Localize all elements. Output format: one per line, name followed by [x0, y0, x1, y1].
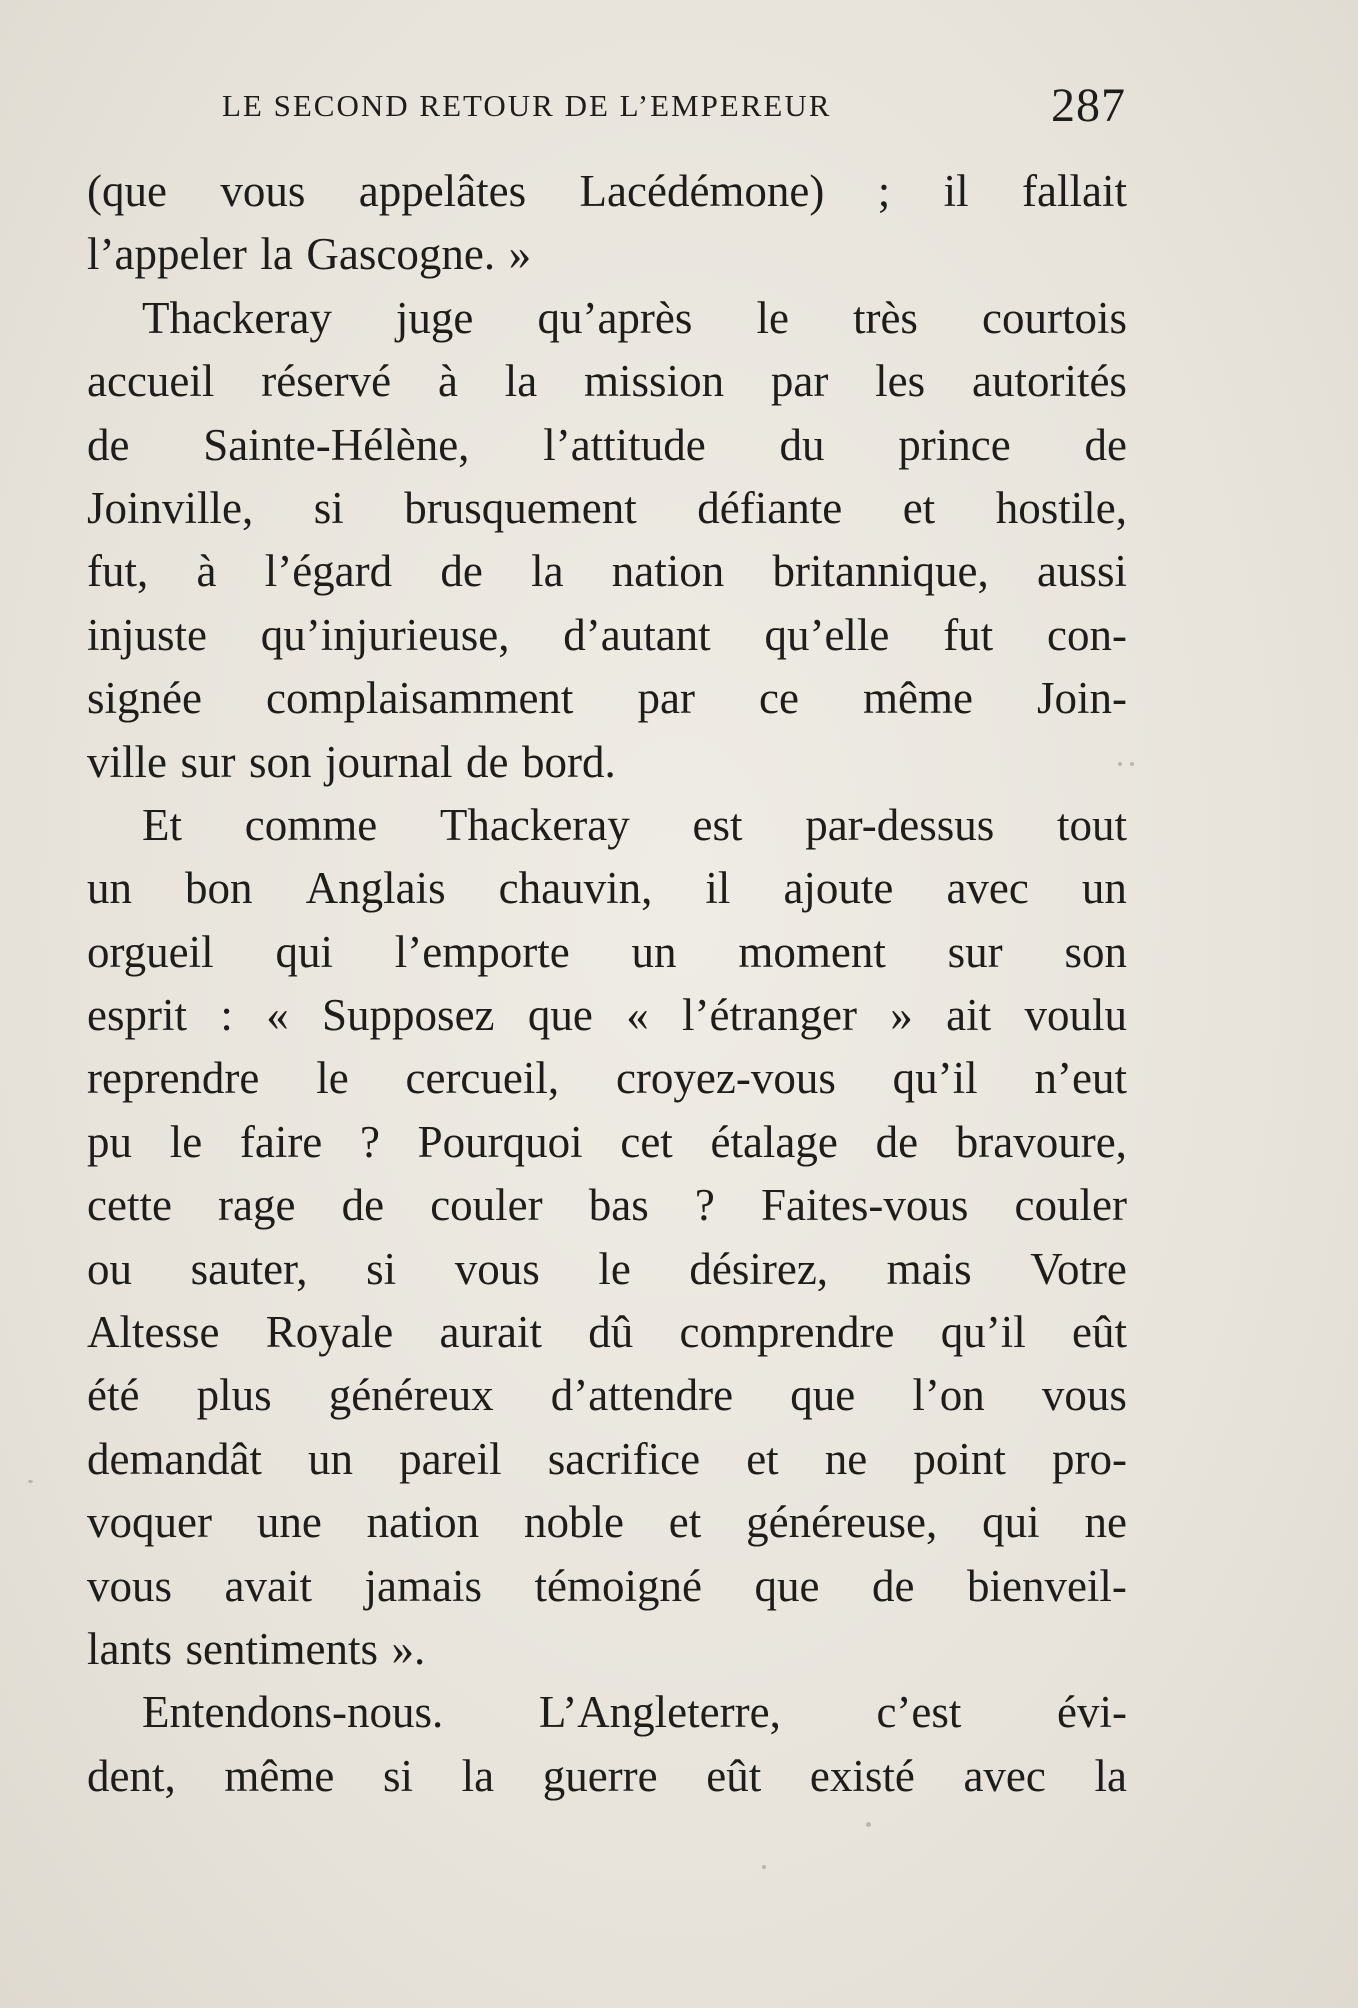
word: faire	[239, 1116, 323, 1167]
word: Faites-vous	[760, 1180, 969, 1231]
word: le	[598, 1243, 631, 1294]
word: ce	[759, 673, 799, 724]
word: qu’il	[892, 1053, 978, 1104]
text-line	[87, 287, 1127, 350]
paper-speck	[866, 1822, 871, 1827]
running-title: LE SECOND RETOUR DE L’EMPEREUR	[222, 88, 832, 123]
word: que	[790, 1370, 856, 1421]
word: Supposez	[322, 990, 495, 1041]
word: si	[313, 482, 344, 533]
word: injuste	[87, 609, 207, 660]
text-line	[87, 1681, 1127, 1744]
word: Thackeray	[142, 292, 332, 343]
word: accueil	[87, 356, 215, 407]
word: «	[626, 990, 649, 1041]
word: chauvin,	[498, 863, 653, 914]
word: britannique,	[772, 546, 989, 597]
text-line	[87, 1428, 1127, 1491]
word: Joinville,	[87, 482, 254, 533]
word: que	[527, 990, 593, 1041]
word: couler	[1014, 1180, 1127, 1231]
text-line	[87, 921, 1127, 984]
word: existé	[809, 1750, 915, 1801]
word: vous	[454, 1243, 540, 1294]
word: signée	[87, 673, 202, 724]
word: bon	[185, 863, 253, 914]
word: par	[637, 673, 695, 724]
word: ville	[87, 736, 167, 787]
word: sauter,	[190, 1243, 308, 1294]
word: par	[770, 356, 829, 407]
word: dent,	[87, 1750, 176, 1801]
word: avec	[946, 863, 1029, 914]
word: un	[631, 926, 677, 977]
word: il	[705, 863, 731, 914]
word: la	[1094, 1750, 1127, 1801]
text-line	[87, 857, 1127, 920]
word: complaisamment	[266, 673, 574, 724]
text-line	[87, 794, 1127, 857]
word: et	[746, 1433, 779, 1484]
word: est	[692, 799, 743, 850]
word: très	[852, 292, 918, 343]
word: généreuse,	[746, 1497, 938, 1548]
text-line	[87, 1174, 1127, 1237]
word: l’appeler	[87, 229, 247, 280]
text-line	[87, 350, 1127, 413]
word: la	[504, 356, 538, 407]
word: évi-	[1057, 1687, 1127, 1738]
text-line	[87, 540, 1127, 603]
word: vous	[220, 166, 306, 216]
word: qu’il	[940, 1307, 1026, 1358]
text-line	[87, 160, 1127, 223]
word: ».	[391, 1623, 426, 1674]
word: sur	[947, 926, 1003, 977]
paper-speck	[1130, 762, 1134, 766]
word: de	[341, 1180, 385, 1231]
word: c’est	[876, 1687, 962, 1738]
word: son	[248, 736, 312, 787]
word: L’Angleterre,	[538, 1687, 781, 1738]
word: Lacédémone)	[579, 166, 825, 216]
word: mission	[584, 356, 725, 407]
word: aussi	[1036, 546, 1127, 597]
word: Et	[142, 799, 182, 850]
paper-speck	[28, 1480, 33, 1483]
word: de	[465, 736, 509, 787]
word: nation	[366, 1497, 480, 1548]
word: même	[863, 673, 973, 724]
word: reprendre	[87, 1053, 260, 1104]
word: Gascogne.	[306, 229, 496, 280]
text-line	[87, 477, 1127, 540]
text-line	[87, 1047, 1127, 1110]
word: à	[196, 546, 217, 597]
word: «	[266, 990, 289, 1041]
word: que	[754, 1560, 820, 1611]
word: ne	[1084, 1497, 1127, 1548]
word: esprit	[87, 990, 187, 1041]
word: nation	[611, 546, 725, 597]
word: l’étranger	[682, 990, 857, 1041]
word: la	[461, 1750, 495, 1801]
text-line	[87, 1555, 1127, 1618]
word: sur	[180, 736, 236, 787]
word: témoigné	[534, 1560, 702, 1611]
word: les	[875, 356, 926, 407]
word: comprendre	[679, 1307, 895, 1358]
running-head	[222, 78, 1222, 138]
word: de	[87, 419, 130, 470]
word: un	[1081, 863, 1127, 914]
word: étalage	[710, 1116, 838, 1167]
word: Royale	[265, 1307, 394, 1358]
word: lants	[87, 1623, 172, 1674]
word: il	[943, 166, 969, 216]
word: »	[508, 229, 532, 280]
word: hostile,	[995, 482, 1127, 533]
word: brusquement	[404, 482, 637, 533]
word: de	[1084, 419, 1127, 470]
word: d’attendre	[550, 1370, 734, 1421]
word: la	[260, 229, 293, 280]
word: eût	[1071, 1307, 1127, 1358]
word: autorités	[971, 356, 1127, 407]
word: même	[224, 1750, 335, 1801]
word: dû	[588, 1307, 634, 1358]
word: le	[169, 1116, 203, 1167]
word: Sainte-Hélène,	[203, 419, 470, 470]
word: réservé	[261, 356, 392, 407]
word: Altesse	[87, 1307, 220, 1358]
word: aurait	[439, 1307, 542, 1358]
word: de	[440, 546, 483, 597]
word: l’on	[912, 1370, 985, 1421]
word: ne	[824, 1433, 868, 1484]
word: (que	[87, 166, 167, 216]
word: qui	[275, 926, 333, 977]
word: pro-	[1052, 1433, 1127, 1484]
word: noble	[523, 1497, 624, 1548]
word: bord.	[521, 736, 616, 787]
word: et	[902, 482, 936, 533]
word: »	[890, 990, 913, 1041]
word: comme	[244, 799, 378, 850]
word: généreux	[328, 1370, 494, 1421]
text-line	[87, 667, 1127, 730]
word: fut,	[87, 546, 149, 597]
word: orgueil	[87, 926, 214, 977]
word: sentiments	[185, 1623, 378, 1674]
word: qu’injurieuse,	[260, 609, 510, 660]
word: cette	[87, 1180, 172, 1231]
word: vous	[87, 1560, 173, 1611]
word: prince	[898, 419, 1011, 470]
text-line	[87, 1301, 1127, 1364]
word: Join-	[1037, 673, 1127, 724]
page-number: 287	[1051, 79, 1126, 132]
word: jamais	[364, 1560, 482, 1611]
word: été	[87, 1370, 140, 1421]
word: guerre	[542, 1750, 658, 1801]
word: moment	[738, 926, 886, 977]
word: bravoure,	[955, 1116, 1127, 1167]
word: défiante	[697, 482, 843, 533]
text-line	[87, 1745, 1127, 1808]
paper-speck	[762, 1865, 766, 1869]
word: l’égard	[264, 546, 393, 597]
word: la	[531, 546, 564, 597]
word: de	[871, 1560, 915, 1611]
word: Thackeray	[439, 799, 630, 850]
word: ajoute	[783, 863, 894, 914]
word: fallait	[1022, 166, 1127, 216]
word: son	[1064, 926, 1127, 977]
word: ?	[359, 1116, 380, 1167]
word: ?	[694, 1180, 715, 1231]
word: point	[913, 1433, 1006, 1484]
word: juge	[395, 292, 474, 343]
word: bienveil-	[966, 1560, 1127, 1611]
word: cercueil,	[405, 1053, 560, 1104]
text-line	[87, 731, 1127, 794]
word: voquer	[87, 1497, 212, 1548]
word: croyez-vous	[615, 1053, 836, 1104]
text-line	[87, 223, 1127, 286]
word: fut	[943, 609, 994, 660]
word: de	[875, 1116, 919, 1167]
word: couler	[430, 1180, 543, 1231]
word: cet	[620, 1116, 673, 1167]
word: bas	[588, 1180, 649, 1231]
word: journal	[325, 736, 453, 787]
word: un	[308, 1433, 354, 1484]
word: mais	[886, 1243, 972, 1294]
word: et	[668, 1497, 702, 1548]
word: ;	[877, 166, 891, 216]
word: pareil	[399, 1433, 502, 1484]
word: qui	[982, 1497, 1040, 1548]
word: si	[366, 1243, 397, 1294]
word: avait	[224, 1560, 312, 1611]
text-line	[87, 1618, 1127, 1681]
word: qu’après	[537, 292, 693, 343]
word: l’attitude	[543, 419, 706, 470]
word: eût	[706, 1750, 762, 1801]
word: à	[437, 356, 458, 407]
word: vous	[1041, 1370, 1127, 1421]
word: du	[779, 419, 825, 470]
text-line	[87, 1491, 1127, 1554]
word: :	[220, 990, 233, 1041]
text-line	[87, 984, 1127, 1047]
word: Anglais	[305, 863, 446, 914]
word: n’eut	[1034, 1053, 1127, 1104]
word: tout	[1056, 799, 1127, 850]
word: Pourquoi	[417, 1116, 583, 1167]
word: con-	[1046, 609, 1127, 660]
word: le	[316, 1053, 349, 1104]
text-line	[87, 1238, 1127, 1301]
word: Entendons-nous.	[142, 1687, 444, 1738]
word: plus	[196, 1370, 272, 1421]
text-line	[87, 1364, 1127, 1427]
paper-speck	[1118, 762, 1122, 766]
word: d’autant	[563, 609, 711, 660]
word: courtois	[982, 292, 1127, 343]
word: sacrifice	[547, 1433, 701, 1484]
word: appelâtes	[358, 166, 527, 216]
word: demandât	[87, 1433, 262, 1484]
body-text	[87, 160, 1127, 1808]
text-line	[87, 1111, 1127, 1174]
word: Votre	[1030, 1243, 1127, 1294]
text-line	[87, 414, 1127, 477]
word: rage	[218, 1180, 296, 1231]
word: pu	[87, 1116, 132, 1167]
word: l’emporte	[394, 926, 570, 977]
text-line	[87, 604, 1127, 667]
word: un	[87, 863, 132, 914]
word: ait	[946, 990, 992, 1041]
word: une	[256, 1497, 322, 1548]
word: le	[756, 292, 789, 343]
word: ou	[87, 1243, 132, 1294]
word: désirez,	[689, 1243, 829, 1294]
word: avec	[963, 1750, 1046, 1801]
word: par-dessus	[805, 799, 995, 850]
word: si	[382, 1750, 413, 1801]
word: voulu	[1024, 990, 1127, 1041]
word: qu’elle	[764, 609, 890, 660]
